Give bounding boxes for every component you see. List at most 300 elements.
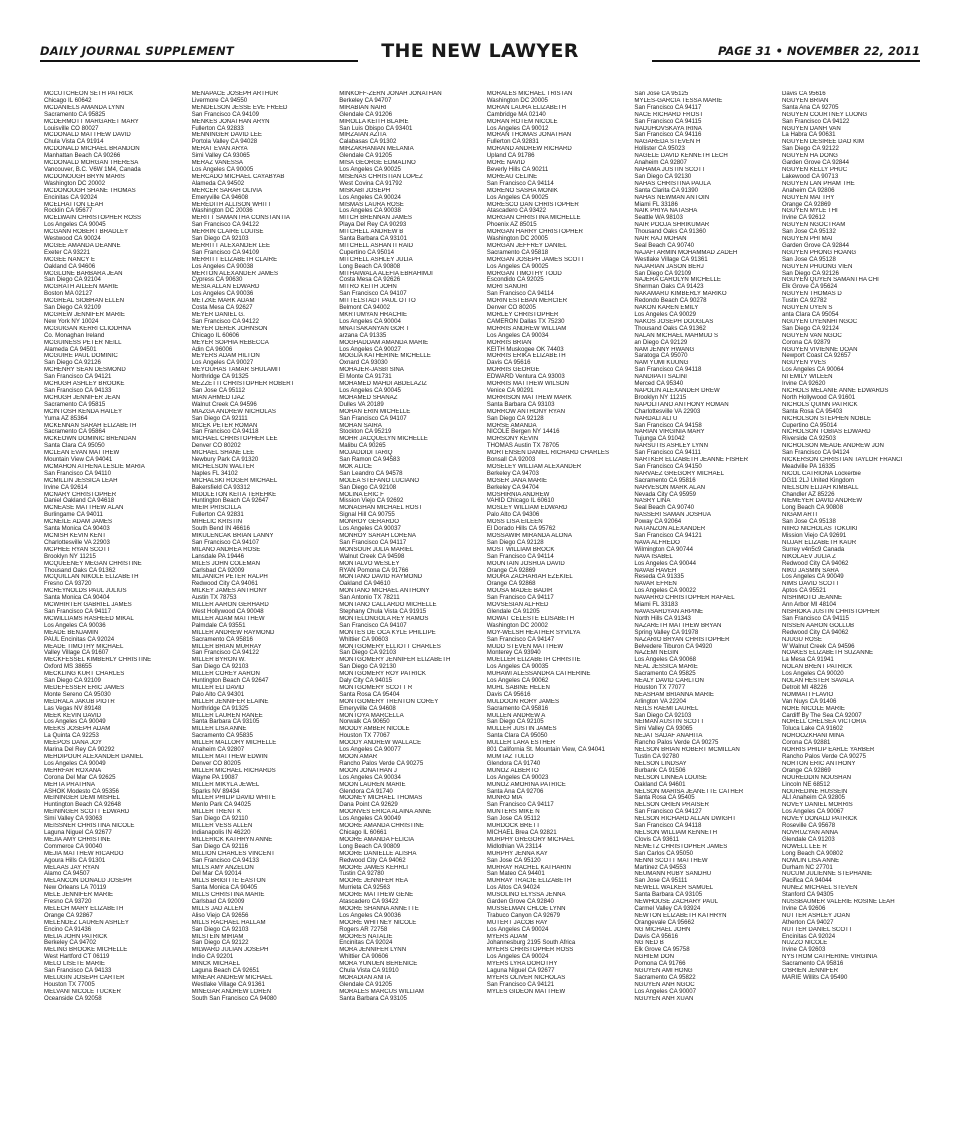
entry-name: MERCER SARAH OLIVIA xyxy=(191,187,263,194)
entry-location: Los Angeles CA 90049 xyxy=(781,573,844,581)
entry-location: CAMERON Dallas TX 75230 xyxy=(486,317,565,325)
entry-name: MILLER MATTHEW EDWIN xyxy=(191,754,268,760)
listing-entry xyxy=(487,795,629,809)
entry-location: Santa Barbara CA 93105 xyxy=(339,994,407,1002)
listing-entry xyxy=(487,671,629,685)
listing-entry xyxy=(634,595,776,609)
listing-entry xyxy=(192,671,334,685)
entry-location: Brooklyn NY 11215 xyxy=(44,552,96,560)
entry-location: Adin CA 96006 xyxy=(191,345,233,353)
listing-entry xyxy=(634,733,776,747)
entry-name: NG MICHAEL JOHN xyxy=(634,926,691,933)
listing-entry xyxy=(339,906,481,920)
entry-name: MCGRATH AILEEN MARIE xyxy=(44,284,119,291)
entry-location: San Diego CA 92109 xyxy=(634,269,692,277)
entry-location: Sacramento CA 95864 xyxy=(44,428,106,436)
entry-location: Thousand Oaks CA 91362 xyxy=(44,566,116,574)
entry-location: Denver CO 80205 xyxy=(191,759,241,767)
listing-entry xyxy=(487,478,629,492)
entry-location: Merced CA 95340 xyxy=(634,380,684,388)
entry-name: NORRIS PHILIP EARLE YARBER xyxy=(781,747,875,754)
entry-location: San Francisco CA 94117 xyxy=(486,801,554,809)
listing-entry xyxy=(487,160,629,174)
entry-name: MCQUILLAN NIKOLE ELIZABETH xyxy=(44,574,139,581)
entry-name: MEADE BENJAMIN xyxy=(44,629,99,636)
entry-name: MULLER JUSTIN JAMES xyxy=(486,726,557,733)
listing-entry xyxy=(487,823,629,837)
entry-name: NAGELE DAVID KENNETH LECH xyxy=(634,153,728,160)
entry-location: Simi Valley CA 93065 xyxy=(634,725,693,733)
listing-entry xyxy=(782,139,924,153)
entry-location: Carmel Valley CA 93924 xyxy=(634,904,701,912)
entry-name: MOSHIRNIA ANDREW xyxy=(486,491,550,498)
entry-name: NUCUM JULIENNE STEPHANIE xyxy=(781,871,873,878)
listing-entry xyxy=(634,208,776,222)
entry-location: El Dorado Hills CA 95762 xyxy=(486,525,556,533)
entry-location: San Antonio TX 78211 xyxy=(339,594,400,602)
listing-entry xyxy=(192,188,334,202)
entry-location: Huntington Beach CA 92647 xyxy=(191,497,269,505)
entry-location: Oceanside CA 92058 xyxy=(44,994,102,1002)
entry-location: Fresno CA 93720 xyxy=(44,898,92,906)
entry-location: Whittier CA 90606 xyxy=(339,953,389,961)
entry-name: MCGREW JENNIFER MARIE xyxy=(44,312,125,318)
entry-name: NAJAFI ARMIN MOHAMMAD ZADEH xyxy=(634,249,738,256)
entry-name: MEININGER DEMI MISHEL xyxy=(44,795,120,802)
listing-entry xyxy=(192,754,334,768)
entry-name: MITCHELL ANDREW B xyxy=(339,229,404,236)
listing-entry xyxy=(487,119,629,133)
listing-entry xyxy=(634,706,776,720)
listing-entry xyxy=(782,927,924,941)
entry-location: Encinitas CA 92024 xyxy=(44,193,98,201)
entry-name: NGUYEN THOMAS D xyxy=(781,291,842,298)
listing-entry xyxy=(487,533,629,547)
entry-name: NAVARRO CHRISTOPHER RAFAEL xyxy=(634,595,735,602)
entry-name: MOY-WELSH HEATHER SYVILYA xyxy=(486,629,581,636)
listing-entry xyxy=(339,492,481,506)
entry-location: KEITH Muskogee OK 74403 xyxy=(486,345,564,353)
listing-entry xyxy=(44,823,186,837)
entry-location: San Francisco CA 94121 xyxy=(634,532,702,539)
entry-name: MUDD STEVEN MATTHEW xyxy=(486,643,564,650)
entry-name: MOJADDIDI TARIQ xyxy=(339,450,393,457)
entry-name: NEILS RAEMI LAUREL xyxy=(634,705,699,712)
entry-location: Escondido CA 92025 xyxy=(486,276,544,284)
listing-entry xyxy=(782,540,924,554)
entry-name: MORGAN TIMOTHY TODD xyxy=(486,270,562,277)
entry-location: Commerce CA 90040 xyxy=(44,842,103,850)
entry-name: NARVAEZ GREGORY MICHAEL xyxy=(634,470,724,477)
listing-entry xyxy=(487,132,629,146)
entry-name: MYLES-GARCIA TESSA MARIE xyxy=(634,97,723,104)
entry-name: MILLER TRENT K xyxy=(191,809,242,816)
entry-location: Lansdale PA 19446 xyxy=(191,552,244,560)
listing-entry xyxy=(634,954,776,968)
entry-location: Portola Valley CA 94028 xyxy=(191,138,258,146)
entry-name: MORLEY CHRISTOPHER xyxy=(486,312,559,318)
entry-location: Arlington VA 22204 xyxy=(634,697,687,705)
entry-location: San Jose CA 95128 xyxy=(781,255,836,263)
entry-location: Washington DC 20002 xyxy=(486,621,548,629)
listing-entry xyxy=(782,153,924,167)
entry-location: San Diego CA 92122 xyxy=(191,939,249,947)
entry-name: MICEK PETER ROMAN xyxy=(191,422,258,429)
listing-entry xyxy=(44,975,186,989)
listing-entry xyxy=(339,229,481,243)
entry-name: NICHOLSON STEPHEN NOBLE xyxy=(781,415,872,422)
entry-location: Houston TX 77067 xyxy=(339,732,390,740)
listing-entry xyxy=(782,830,924,844)
listing-entry xyxy=(634,360,776,374)
listing-entry xyxy=(487,492,629,506)
listing-entry xyxy=(44,920,186,934)
entry-name: MONTGOMERY ROY PATRICK xyxy=(339,671,426,678)
listing-entry xyxy=(339,961,481,975)
listing-entry xyxy=(192,312,334,326)
listing-entry xyxy=(782,374,924,388)
listing-entry xyxy=(192,588,334,602)
listing-entry xyxy=(634,789,776,803)
listing-entry xyxy=(634,277,776,291)
listing-entry xyxy=(487,243,629,257)
entry-location: Redwood City CA 94062 xyxy=(781,559,849,567)
listing-entry xyxy=(44,91,186,105)
entry-location: Martinez CA 94553 xyxy=(634,863,687,871)
listing-entry xyxy=(339,726,481,740)
entry-location: Santa Monica CA 90405 xyxy=(191,884,258,892)
entry-name: NELSON BRIAN ROBERT MCMILLAN xyxy=(634,747,740,754)
listing-entry xyxy=(634,471,776,485)
entry-name: MELE JENNIFER MARIE xyxy=(44,892,114,899)
entry-name: NICHOLS QUINN PATRICK xyxy=(781,401,858,408)
entry-name: NOWELL LEE R xyxy=(781,843,827,850)
entry-location: Garden Grove CA 92844 xyxy=(781,241,850,249)
listing-entry xyxy=(192,326,334,340)
entry-location: San Diego CA 92128 xyxy=(486,538,544,546)
entry-location: Chicago IL 60606 xyxy=(191,331,240,339)
entry-location: Santa Rosa CA 95405 xyxy=(634,794,695,802)
entry-location: Indio CA 92201 xyxy=(191,953,234,961)
listing-entry xyxy=(192,105,334,119)
listing-entry xyxy=(44,284,186,298)
entry-name: MORRIS ANDREW WILLIAM xyxy=(486,325,567,332)
entry-name: MILJANICH PETER RALPH xyxy=(191,574,268,581)
listing-entry xyxy=(339,865,481,879)
entry-name: NAPOLITANO ANTHONY ROMAN xyxy=(634,401,729,408)
listing-entry xyxy=(487,975,629,989)
entry-location: Daly City CA 94015 xyxy=(339,677,393,685)
entry-name: MORESCO DAN CHRISTOPHER xyxy=(486,201,579,208)
listing-entry xyxy=(192,947,334,961)
listing-entry xyxy=(487,947,629,961)
listing-entry xyxy=(487,699,629,713)
listing-entry xyxy=(339,561,481,575)
entry-name: MCNARY CHRISTOPHER xyxy=(44,491,117,498)
entry-location: Davis CA 95616 xyxy=(486,690,531,698)
listing-entry xyxy=(782,485,924,499)
listing-entry xyxy=(44,229,186,243)
listing-entry xyxy=(339,795,481,809)
entry-name: NEWHOUSE ZACHARY PAUL xyxy=(634,899,719,906)
listing-entry xyxy=(634,167,776,181)
entry-location: Los Angeles CA 90036 xyxy=(191,290,254,298)
entry-location: Pomona CA 91766 xyxy=(634,960,686,968)
entry-name: MONTANO MICHAEL ANTHONY xyxy=(339,588,430,595)
listing-entry xyxy=(192,906,334,920)
entry-name: NICOL CATRIONA Lockerbie xyxy=(781,470,861,477)
entry-name: MOONVES ERICA ALAINA ANNE xyxy=(339,809,432,816)
listing-entry xyxy=(192,851,334,865)
entry-name: MICHELSON WALTER xyxy=(191,463,255,470)
entry-location: Davis CA 95616 xyxy=(634,932,679,940)
entry-location: Santa Monica CA 90404 xyxy=(44,594,110,602)
entry-location: Elk Grove CA 95758 xyxy=(634,946,690,954)
entry-name: NISHIOKA JUSTIN CHRISTOPHER xyxy=(781,608,880,615)
entry-name: MILLER BYRON W. xyxy=(191,657,246,664)
listing-entry xyxy=(44,395,186,409)
entry-location: San Carlos CA 95050 xyxy=(634,849,693,857)
entry-location: Encino CA 91436 xyxy=(44,925,92,933)
entry-location: Washington DC 20005 xyxy=(486,96,548,104)
entry-name: NAZARIO BRYAN CHRISTOPHER xyxy=(634,636,730,643)
listing-entry xyxy=(634,347,776,361)
entry-location: Monte Sereno CA 95030 xyxy=(44,690,111,698)
listing-entry xyxy=(339,160,481,174)
entry-location: Los Angeles CA 90034 xyxy=(339,773,401,781)
entry-name: NAZEMI NEGIN xyxy=(634,650,679,657)
listing-entry xyxy=(487,616,629,630)
entry-location: Louisville CO 80027 xyxy=(44,124,99,132)
listing-entry xyxy=(192,160,334,174)
entry-name: NIKOLAEV JULIA Z xyxy=(781,553,836,560)
entry-location: Tustin CA 92780 xyxy=(339,870,385,878)
entry-location: Long Beach CA 90809 xyxy=(339,842,401,850)
listing-entry xyxy=(192,865,334,879)
listing-entry xyxy=(634,581,776,595)
entry-name: MUTERT JACOB RAY xyxy=(486,919,548,926)
listing-entry xyxy=(339,367,481,381)
entry-name: MORGAN CHRISTINA MICHELLE xyxy=(486,215,581,222)
listing-entry xyxy=(44,367,186,381)
entry-name: MCKEOWN DOMINIC BRENDAN xyxy=(44,436,137,443)
entry-name: MUSSELMAN CHLOE LYNN xyxy=(486,905,566,912)
listing-entry xyxy=(339,947,481,961)
entry-name: NAIR POOJA SHRIKUMAR xyxy=(634,222,710,229)
listing-entry xyxy=(339,920,481,934)
listing-entry xyxy=(782,568,924,582)
entry-location: Sacramento CA 95818 xyxy=(486,248,549,256)
entry-name: MILSTEIN MIRIAM xyxy=(191,933,244,940)
entry-name: MCCUTCHEON SETH PATRICK xyxy=(44,91,134,97)
entry-name: MCMILLIN JESSICA LEAH xyxy=(44,477,118,484)
entry-name: MCNEASE MATTHEW ALAN xyxy=(44,505,124,512)
listing-entry xyxy=(192,229,334,243)
entry-name: MCHUGH ASHLEY BROOKE xyxy=(44,381,125,388)
entry-name: MUMTAZ TULLO xyxy=(486,754,534,760)
listing-entry xyxy=(44,947,186,961)
listing-entry xyxy=(339,326,481,340)
entry-name: MOLINA ERIC F xyxy=(339,491,384,498)
entry-name: NUSSBAUMER VALERIE ROSINE LEAH xyxy=(781,899,895,906)
entry-location: Sacramento CA 95825 xyxy=(44,110,106,118)
listing-entry xyxy=(782,595,924,609)
entry-name: METZKE MARK ADAM xyxy=(191,298,255,305)
entry-location: an Diego CA 92129 xyxy=(634,338,688,346)
supplement-label: DAILY JOURNAL SUPPLEMENT xyxy=(40,44,234,58)
listing-entry xyxy=(192,340,334,354)
entry-name: MOGLIA KATHERINE MICHELLE xyxy=(339,353,431,360)
entry-name: MORA YUNUEN BERENICE xyxy=(339,961,418,968)
entry-location: San Diego CA 92103 xyxy=(191,235,249,243)
listing-entry xyxy=(44,588,186,602)
entry-name: MYERS CHRISTOPHER ROSS xyxy=(486,947,574,954)
entry-name: NEAL JESSICA MARIE xyxy=(634,664,698,671)
entry-name: MYERS ADAM xyxy=(486,933,528,940)
entry-name: MILLER MICHAEL RICHARDS xyxy=(191,767,276,774)
entry-name: MEEPOS DANA JOY xyxy=(44,740,102,747)
entry-name: NAKAMARU KIMBERLY MARIKO xyxy=(634,291,727,298)
listing-entry xyxy=(44,326,186,340)
listing-entry xyxy=(44,505,186,519)
entry-location: Laguna Niguel CA 92677 xyxy=(44,828,112,836)
entry-name: MUNOZ ALBERTO xyxy=(486,767,539,774)
entry-name: MCDONOUGH SHANE THOMAS xyxy=(44,187,136,194)
listing-entry xyxy=(44,685,186,699)
entry-location: Los Angeles CA 90049 xyxy=(44,718,106,726)
listing-entry xyxy=(192,823,334,837)
entry-location: Durham NC 27701 xyxy=(781,863,833,871)
entry-name: NGUYEN HA DONG xyxy=(781,153,838,160)
listing-entry xyxy=(44,436,186,450)
listing-entry xyxy=(634,153,776,167)
listing-entry xyxy=(192,644,334,658)
entry-location: Denver CO 80205 xyxy=(486,304,536,312)
entry-location: San Ramon CA 94583 xyxy=(339,456,400,464)
listing-entry xyxy=(339,215,481,229)
listing-entry xyxy=(634,871,776,885)
entry-location: Santa Barbara CA 93105 xyxy=(634,891,703,899)
listing-entry xyxy=(44,271,186,285)
listing-entry xyxy=(634,637,776,651)
entry-location: Glendora CA 91740 xyxy=(486,759,541,767)
entry-location: Palo Alto CA 94306 xyxy=(486,511,540,519)
entry-location: Manhattan Beach CA 90266 xyxy=(44,152,121,160)
entry-location: Santa Clara CA 95050 xyxy=(486,732,548,740)
listing-entry xyxy=(487,713,629,727)
entry-name: MUHL SABINE HELEN xyxy=(486,684,550,691)
listing-entry xyxy=(44,174,186,188)
entry-name: MURRAY RACHEL KATHARIN xyxy=(486,864,571,871)
entry-location: Fullerton CA 92833 xyxy=(191,124,244,132)
page-title: THE NEW LAWYER xyxy=(381,40,579,62)
entry-name: MOORE JAMES KEHRLI xyxy=(339,864,408,871)
listing-entry xyxy=(782,623,924,637)
entry-location: San Francisco CA 94110 xyxy=(44,469,111,477)
entry-name: NARSUTIS ASHLEY LYNN xyxy=(634,443,708,450)
entry-location: Sacramento CA 95816 xyxy=(781,960,844,968)
entry-location: San Francisco CA 94118 xyxy=(634,366,702,374)
entry-name: MILLER AARON GERHARD xyxy=(191,602,269,609)
entry-location: San Diego CA 92108 xyxy=(339,483,397,491)
entry-name: MORADIAN ANITA xyxy=(339,975,391,981)
listing-entry xyxy=(782,899,924,913)
entry-location: Detroit MI 48226 xyxy=(781,683,828,691)
entry-location: Fullerton CA 92831 xyxy=(486,138,539,146)
listing-entry xyxy=(192,726,334,740)
listing-entry xyxy=(192,782,334,796)
entry-location: Los Angeles CA 90044 xyxy=(634,559,697,567)
listing-entry xyxy=(634,775,776,789)
entry-location: Los Angeles CA 90029 xyxy=(634,311,697,318)
entry-name: MITHAIWALA ALEFIA EBRAHIMJI xyxy=(339,270,433,277)
entry-name: MONTOYA MARCELLA xyxy=(339,712,404,719)
entry-location: San Diego CA 92111 xyxy=(191,414,248,422)
listing-entry xyxy=(192,243,334,257)
listing-entry xyxy=(634,940,776,954)
listing-entry xyxy=(339,423,481,437)
listing-entry xyxy=(487,547,629,561)
entry-location: San Diego CA 92103 xyxy=(339,649,397,657)
entry-location: Santa Clarita CA 91390 xyxy=(634,186,699,194)
entry-location: Oakland CA 94610 xyxy=(339,580,391,588)
entry-location: Elk Grove CA 95624 xyxy=(781,283,838,291)
entry-name: MUNTERS MIKE N xyxy=(486,809,540,816)
listing-entry xyxy=(782,277,924,291)
entry-location: arzana CA 91335 xyxy=(339,331,387,339)
listing-entry xyxy=(339,91,481,105)
entry-name: MORGAN HARRY CHRISTOPHER xyxy=(486,229,583,236)
listing-entry xyxy=(487,326,629,340)
listing-entry xyxy=(782,885,924,899)
entry-name: MELUGIN JOSEPH CARTER xyxy=(44,975,125,981)
listing-entry xyxy=(44,644,186,658)
listing-column-5 xyxy=(634,91,776,1126)
entry-location: Carlsbad CA 92009 xyxy=(191,566,245,574)
entry-location: Orange CA 92869 xyxy=(781,766,831,774)
entry-location: La Mesa CA 91941 xyxy=(781,656,834,664)
entry-location: Los Angeles CA 90049 xyxy=(44,759,106,767)
entry-location: Exeter CA 93221 xyxy=(44,248,91,256)
entry-name: MISMAS LAURA ROSE xyxy=(339,201,404,208)
entry-location: Lincoln NE 68512 xyxy=(781,780,831,788)
entry-name: MILLER JENNIFER ELAINE xyxy=(191,698,269,705)
entry-location: Thousand Oaks CA 91362 xyxy=(634,324,706,332)
listing-entry xyxy=(44,423,186,437)
entry-name: MCNEILE ADAM JAMES xyxy=(44,519,113,526)
entry-name: MNATSAKANYAN GOR T xyxy=(339,325,410,332)
entry-location: Roseville CA 95678 xyxy=(781,822,836,830)
entry-location: Huntington Beach CA 92647 xyxy=(191,677,269,685)
entry-name: MILANO ANDREA ROSE xyxy=(191,546,261,553)
listing-entry xyxy=(44,547,186,561)
entry-name: MULLER LARA ESTHER xyxy=(486,740,556,747)
listing-entry xyxy=(44,215,186,229)
listing-entry xyxy=(634,139,776,153)
entry-location: Bonsall CA 92003 xyxy=(486,456,536,464)
entry-name: MOON LAUREN MARIE xyxy=(339,781,406,788)
entry-name: MONTES DE OCA KYLE PHILLIPE xyxy=(339,629,436,636)
listing-entry xyxy=(487,436,629,450)
entry-name: MILLS CHRISTINA MARIE xyxy=(191,892,265,899)
listing-entry xyxy=(487,298,629,312)
entry-name: NICHOLSON TOBIAS EDWARD xyxy=(781,429,871,436)
entry-location: Nevada City CA 95959 xyxy=(634,490,697,498)
entry-name: MERITT SAMANTHA CONSTANTIA xyxy=(191,215,290,222)
entry-location: Costa Mesa CA 92627 xyxy=(191,304,253,312)
entry-location: Laguna Beach CA 92651 xyxy=(191,967,260,975)
listing-entry xyxy=(44,602,186,616)
